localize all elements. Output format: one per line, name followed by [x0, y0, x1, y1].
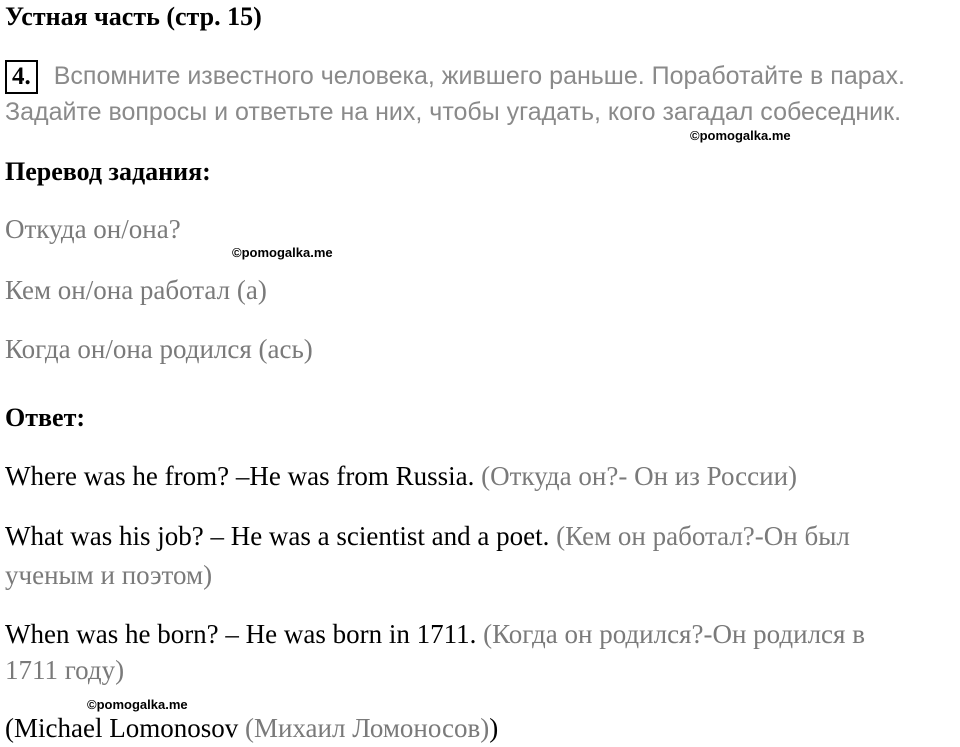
answer-1-ru: (Откуда он?- Он из России) [481, 461, 798, 491]
task-text-line-1: Вспомните известного человека, жившего раньше. Поработайте в парах. [53, 62, 905, 90]
answer-heading: Ответ: [5, 403, 86, 432]
translation-item: Откуда он/она? [5, 214, 181, 244]
answer-3 [5, 619, 865, 650]
final-answer [5, 713, 498, 744]
answer-2 [5, 521, 850, 552]
answer-1-en: Where was he from? –He was from Russia. [5, 461, 475, 491]
final-answer-ru: (Михаил Ломоносов) [244, 713, 490, 743]
final-answer-en: (Michael Lomonosov [5, 713, 239, 743]
watermark: ©pomogalka.me [87, 697, 188, 712]
translation-heading: Перевод задания: [5, 157, 211, 186]
task-text-line-2: Задайте вопросы и ответьте на них, чтобы угадать, кого загадал собеседник. [5, 98, 902, 126]
translation-item: Когда он/она родился (ась) [5, 334, 313, 364]
translation-item: Кем он/она работал (а) [5, 275, 267, 305]
answer-2-ru: (Кем он работал?-Он был [556, 521, 850, 551]
answer-1 [5, 461, 797, 492]
watermark: ©pomogalka.me [690, 128, 791, 143]
answer-3-en: When was he born? – He was born in 1711. [5, 619, 477, 649]
final-answer-close: ) [489, 713, 499, 743]
watermark: ©pomogalka.me [232, 245, 333, 260]
task-number-box: 4. [5, 60, 38, 94]
answer-2-en: What was his job? – He was a scientist and a poet. [5, 521, 550, 551]
page-title: Устная часть (стр. 15) [5, 2, 262, 31]
answer-2-ru-continued: ученым и поэтом) [5, 560, 213, 590]
task-line-1 [5, 60, 905, 94]
answer-3-ru-continued: 1711 году) [5, 655, 125, 685]
answer-3-ru: (Когда он родился?-Он родился в [483, 619, 865, 649]
